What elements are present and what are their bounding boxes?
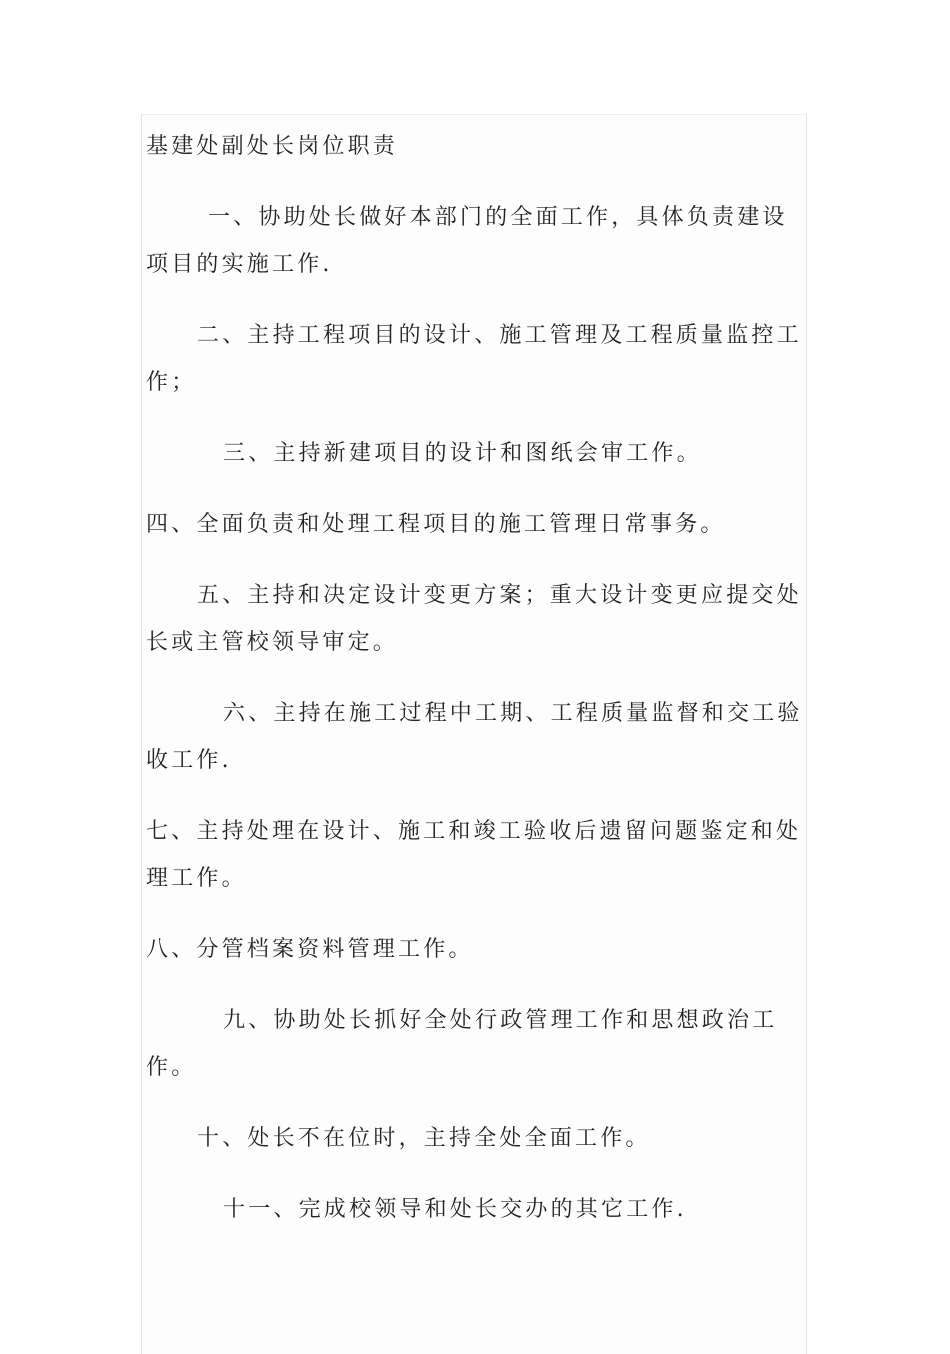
duty-item-11: 十一、完成校领导和处长交办的其它工作. — [223, 1197, 687, 1222]
duty-item-2: 二、主持工程项目的设计、施工管理及工程质量监控工作； — [146, 323, 802, 395]
document-body — [146, 123, 806, 1257]
duty-item-3: 三、主持新建项目的设计和图纸会审工作。 — [223, 441, 702, 466]
document-title: 基建处副处长岗位职责 — [146, 134, 399, 159]
duty-item-8: 八、分管档案资料管理工作。 — [146, 937, 474, 962]
duty-item-6: 六、主持在施工过程中工期、工程质量监督和交工验收工作. — [146, 701, 803, 773]
duty-item-9: 九、协助处长抓好全处行政管理工作和思想政治工作。 — [146, 1008, 778, 1080]
duty-item-7: 七、主持处理在设计、施工和竣工验收后遗留问题鉴定和处理工作。 — [146, 819, 802, 891]
duty-item-5: 五、主持和决定设计变更方案；重大设计变更应提交处长或主管校领导审定。 — [146, 583, 802, 655]
duty-item-1: 一、协助处长做好本部门的全面工作，具体负责建设项目的实施工作. — [146, 205, 788, 277]
duty-item-10: 十、处长不在位时，主持全处全面工作。 — [197, 1126, 651, 1151]
duty-item-4: 四、全面负责和处理工程项目的施工管理日常事务。 — [146, 512, 726, 537]
document-page — [141, 114, 807, 1354]
